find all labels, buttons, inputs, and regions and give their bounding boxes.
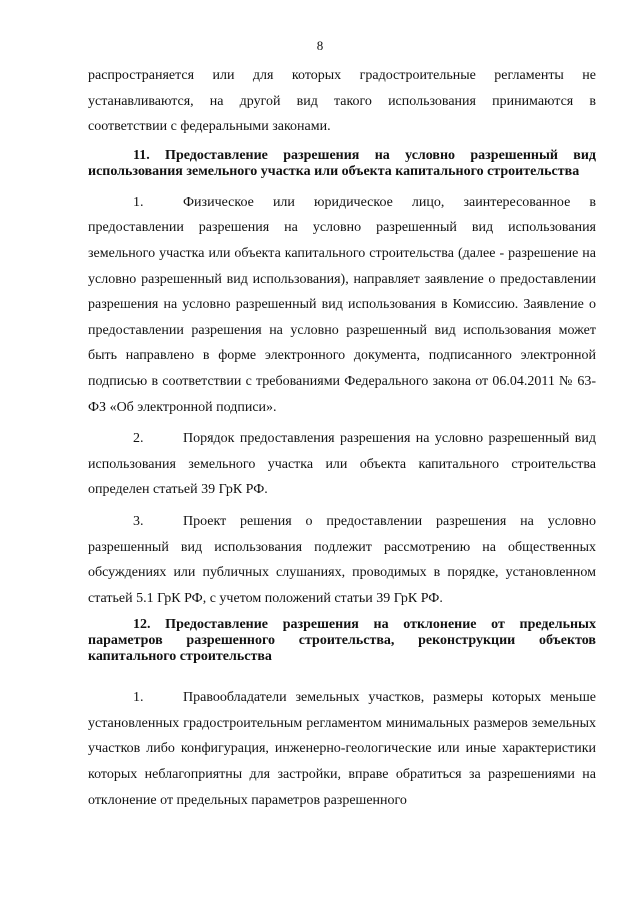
section-12-heading: 12. Предоставление разрешения на отклонение от предельных параметров разрешенного строительства, реконструкции объектов капитального строительства xyxy=(88,617,596,665)
item-number: 1. xyxy=(133,194,144,210)
section-11-item-1 xyxy=(88,190,596,420)
intro-line: устанавливаются, на другой вид такого использования принимаются в xyxy=(88,93,596,109)
item-text: Проект решения о предоставлении разрешения на условно разрешенный вид использования подлежит рассмотрению на общественных обсуждениях или публичных слушаниях, проводимых в порядке, установленном статьей 5.1 ГрК РФ, с учетом положений статьи 39 ГрК РФ. xyxy=(88,513,596,606)
page-number: 8 xyxy=(316,38,324,53)
item-number: 3. xyxy=(133,513,144,529)
intro-paragraph xyxy=(88,63,596,140)
item-text: Порядок предоставления разрешения на условно разрешенный вид использования земельного участка или объекта капитального строительства определен статьей 39 ГрК РФ. xyxy=(88,431,596,498)
document-body xyxy=(88,63,596,813)
section-11-item-3 xyxy=(88,509,596,611)
section-12-item-1 xyxy=(88,685,596,813)
intro-line: распространяется или для которых градостроительные регламенты не xyxy=(88,68,596,83)
section-11-heading: 11. Предоставление разрешения на условно разрешенный вид использования земельного участка или объекта капитального строительства xyxy=(88,147,596,179)
section-11-item-2 xyxy=(88,426,596,503)
item-text: Правообладатели земельных участков, размеры которых меньше установленных градостроительным регламентом минимальных размеров земельных участков либо конфигурация, инженерно-геологические или иные характеристики которых неблагоприятны для застройки, вправе обратиться за разрешениями на отклонение от предельных параметров разрешенного xyxy=(88,690,596,808)
item-number: 1. xyxy=(133,690,144,706)
item-text: Физическое или юридическое лицо, заинтересованное в предоставлении разрешения на условно разрешенный вид использования земельного участка или объекта капитального строительства (далее - разрешение на условно разрешенный вид использования), направляет заявление о предоставлении разрешения на условно разрешенный вид использования в Комиссию. Заявление о предоставлении разрешения на условно разрешенный вид использования может быть направлено в форме электронного документа, подписанного электронной подписью в соответствии с требованиями Федерального закона от 06.04.2011 № 63-ФЗ «Об электронной подписи». xyxy=(88,194,596,415)
intro-line: соответствии с федеральными законами. xyxy=(88,119,331,135)
item-number: 2. xyxy=(133,431,144,447)
